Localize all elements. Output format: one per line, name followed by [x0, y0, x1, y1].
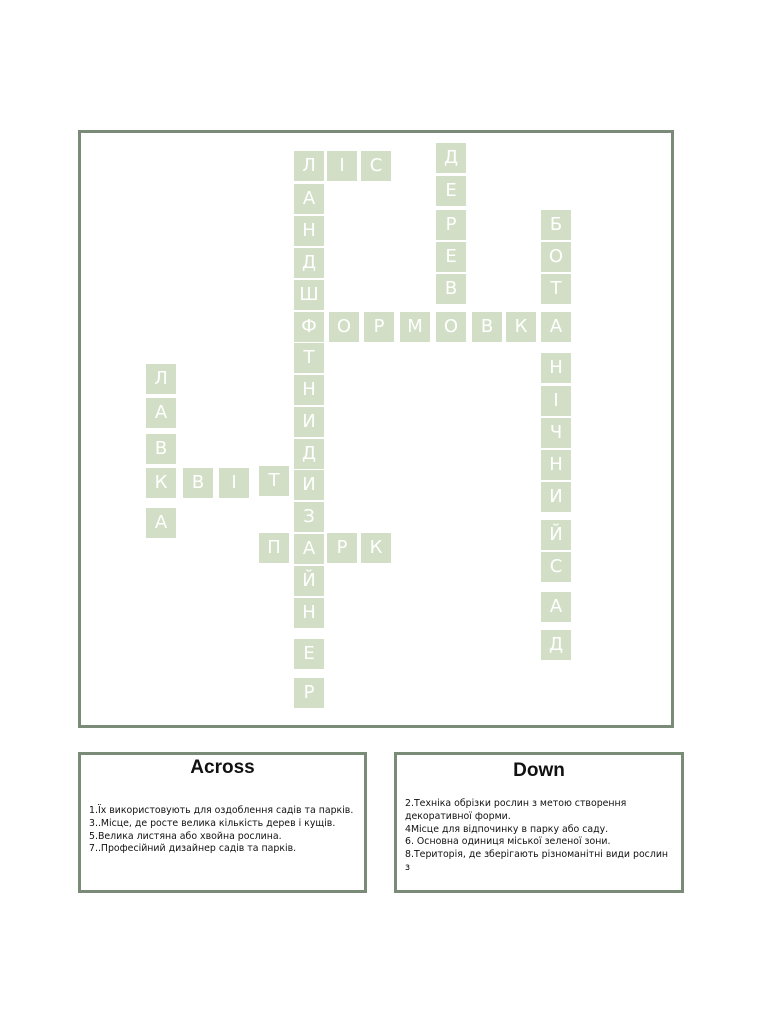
crossword-cell[interactable]: Р: [364, 312, 394, 342]
crossword-cell[interactable]: И: [541, 482, 571, 512]
crossword-cell[interactable]: А: [146, 508, 176, 538]
down-clues-panel: [394, 752, 684, 893]
crossword-cell[interactable]: Й: [541, 520, 571, 550]
crossword-cell[interactable]: А: [294, 534, 324, 564]
crossword-cell[interactable]: Е: [294, 639, 324, 669]
crossword-cell[interactable]: Р: [436, 210, 466, 240]
crossword-cell[interactable]: Н: [294, 598, 324, 628]
crossword-cell[interactable]: В: [183, 468, 213, 498]
crossword-cell[interactable]: Н: [541, 353, 571, 383]
crossword-cell[interactable]: А: [541, 312, 571, 342]
crossword-cell[interactable]: Т: [259, 466, 289, 496]
crossword-cell[interactable]: К: [506, 312, 536, 342]
crossword-cell[interactable]: Т: [541, 274, 571, 304]
crossword-cell[interactable]: Ф: [294, 312, 324, 342]
crossword-cell[interactable]: А: [541, 592, 571, 622]
crossword-cell[interactable]: В: [146, 434, 176, 464]
clue-item: 8.Територія, де зберігають різноманітні види рослин з: [405, 849, 669, 873]
crossword-cell[interactable]: Ш: [294, 280, 324, 310]
crossword-cell[interactable]: И: [294, 407, 324, 437]
crossword-cell[interactable]: Л: [146, 364, 176, 394]
down-title: Down: [513, 760, 565, 781]
crossword-cell[interactable]: Р: [294, 678, 324, 708]
crossword-cell[interactable]: Н: [294, 375, 324, 405]
clue-item: 5.Велика листяна або хвойна рослина.: [89, 830, 282, 842]
crossword-cell[interactable]: Е: [436, 176, 466, 206]
crossword-frame: [78, 130, 674, 728]
crossword-cell[interactable]: С: [361, 151, 391, 181]
crossword-cell[interactable]: А: [294, 184, 324, 214]
crossword-cell[interactable]: И: [294, 470, 324, 500]
crossword-cell[interactable]: І: [327, 151, 357, 181]
across-title: Across: [190, 757, 255, 778]
crossword-cell[interactable]: Л: [294, 151, 324, 181]
crossword-cell[interactable]: Д: [294, 248, 324, 278]
crossword-cell[interactable]: Й: [294, 566, 324, 596]
crossword-cell[interactable]: Д: [436, 143, 466, 173]
clue-item: 6. Основна одиниця міської зеленої зони.: [405, 836, 611, 848]
across-clue-list: [89, 805, 358, 856]
clue-item: 4Місце для відпочинку в парку або саду.: [405, 823, 609, 835]
crossword-cell[interactable]: К: [361, 533, 391, 563]
crossword-cell[interactable]: І: [541, 386, 571, 416]
crossword-cell[interactable]: О: [541, 242, 571, 272]
crossword-cell[interactable]: Б: [541, 210, 571, 240]
crossword-cell[interactable]: А: [146, 398, 176, 428]
crossword-cell[interactable]: Е: [436, 242, 466, 272]
crossword-cell[interactable]: В: [472, 312, 502, 342]
clue-item: 1.Їх використовують для оздоблення садів та парків.: [89, 805, 354, 816]
crossword-cell[interactable]: І: [219, 468, 249, 498]
crossword-cell[interactable]: В: [436, 274, 466, 304]
clue-item: 3..Місце, де росте велика кількість дерев і кущів.: [89, 817, 336, 829]
crossword-cell[interactable]: Д: [541, 630, 571, 660]
clue-item: 2.Техніка обрізки рослин з метою створення декоративної форми.: [405, 798, 627, 822]
down-clue-list: [405, 798, 675, 875]
crossword-cell[interactable]: Ч: [541, 418, 571, 448]
crossword-cell[interactable]: Н: [294, 216, 324, 246]
crossword-cell[interactable]: Д: [294, 439, 324, 469]
crossword-cell[interactable]: П: [259, 533, 289, 563]
crossword-cell[interactable]: Н: [541, 450, 571, 480]
crossword-cell[interactable]: К: [146, 468, 176, 498]
clue-item: 7..Професійний дизайнер садів та парків.: [89, 843, 297, 855]
crossword-cell[interactable]: О: [436, 312, 466, 342]
crossword-cell[interactable]: Т: [294, 343, 324, 373]
crossword-cell[interactable]: О: [329, 312, 359, 342]
crossword-cell[interactable]: З: [294, 502, 324, 532]
across-clues-panel: [78, 752, 367, 893]
crossword-cell[interactable]: С: [541, 552, 571, 582]
crossword-cell[interactable]: Р: [327, 533, 357, 563]
crossword-cell[interactable]: М: [400, 312, 430, 342]
